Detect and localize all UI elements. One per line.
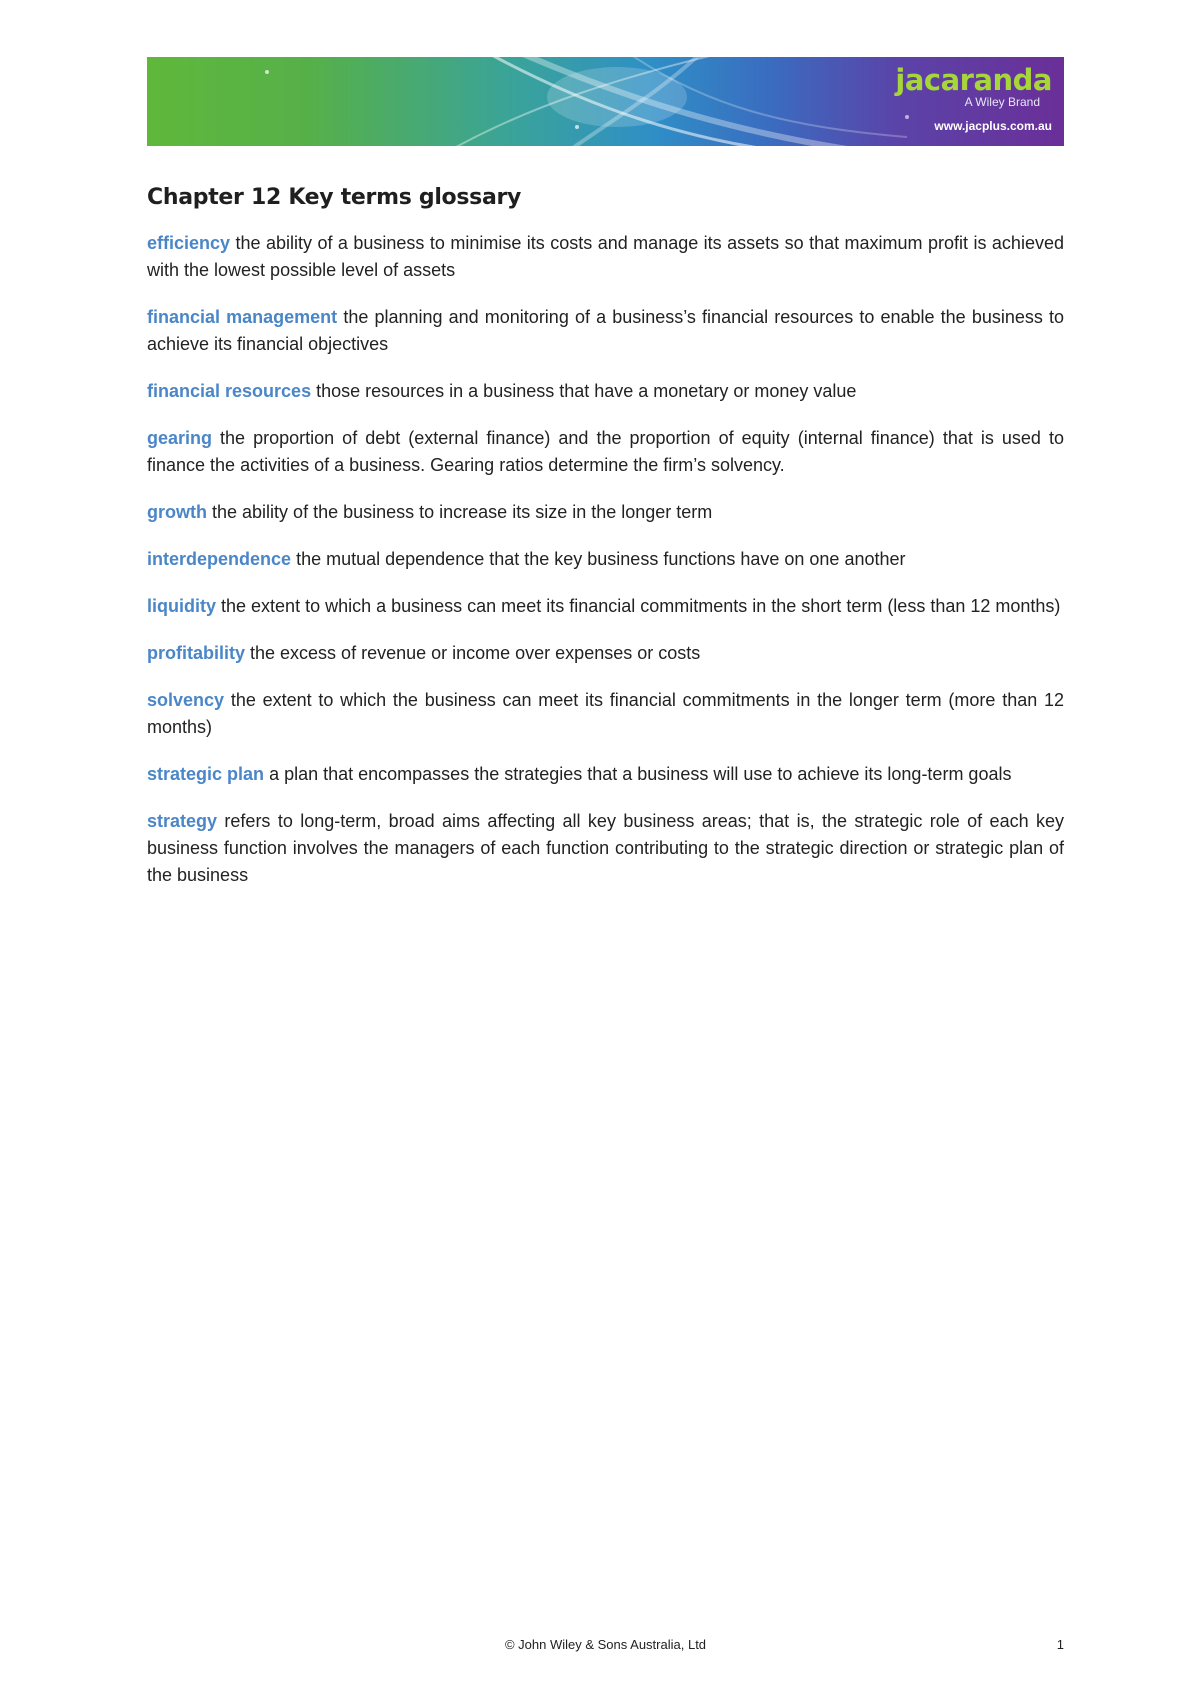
page-number: 1: [1056, 1637, 1064, 1652]
glossary-definition: the planning and monitoring of a business’s financial resources to enable the business to achieve its financial objectives: [147, 307, 1064, 354]
glossary-entry: [147, 808, 1064, 889]
glossary-definition: those resources in a business that have a monetary or money value: [316, 381, 857, 401]
glossary-definition: the ability of a business to minimise its costs and manage its assets so that maximum profit is achieved with the lowest possible level of assets: [147, 233, 1064, 280]
glossary-entry: [147, 304, 1064, 358]
glossary-entry: [147, 378, 1064, 405]
brand-logo: jacaranda: [895, 63, 1052, 97]
glossary-definition: the extent to which a business can meet its financial commitments in the short term (less than 12 months): [221, 596, 1061, 616]
glossary-entry: [147, 425, 1064, 479]
glossary-entry: [147, 761, 1064, 788]
glossary-content: [147, 185, 1064, 909]
glossary-term: profitability: [147, 643, 245, 663]
glossary-definition: the excess of revenue or income over expenses or costs: [250, 643, 701, 663]
glossary-definition: the ability of the business to increase its size in the longer term: [212, 502, 713, 522]
page-title: Chapter 12 Key terms glossary: [147, 185, 522, 210]
glossary-entry: [147, 593, 1064, 620]
glossary-term: efficiency: [147, 233, 231, 253]
glossary-term: strategy: [147, 811, 218, 831]
glossary-term: financial resources: [147, 381, 312, 401]
glossary-term: gearing: [147, 428, 213, 448]
glossary-term: interdependence: [147, 549, 292, 569]
brand-url: www.jacplus.com.au: [934, 119, 1052, 133]
glossary-term: strategic plan: [147, 764, 265, 784]
glossary-entry: [147, 640, 1064, 667]
glossary-term: solvency: [147, 690, 225, 710]
glossary-entry: [147, 230, 1064, 284]
glossary-term: growth: [147, 502, 207, 522]
glossary-definition: the proportion of debt (external finance) and the proportion of equity (internal finance) that is used to finance the activities of a business. Gearing ratios determine the firm’s solvency.: [147, 428, 1064, 475]
glossary-entry: [147, 687, 1064, 741]
glossary-definition: refers to long-term, broad aims affecting all key business areas; that is, the strategic role of each key business function involves the managers of each function contributing to the strategic direction or strategic plan of the business: [147, 811, 1064, 885]
glossary-term: liquidity: [147, 596, 216, 616]
glossary-term: financial management: [147, 307, 338, 327]
glossary-definition: the mutual dependence that the key business functions have on one another: [296, 549, 906, 569]
header-banner: [147, 57, 1064, 146]
glossary-entry: [147, 499, 1064, 526]
brand-block: [895, 63, 1052, 133]
copyright-notice: © John Wiley & Sons Australia, Ltd: [504, 1637, 707, 1652]
glossary-entry: [147, 546, 1064, 573]
brand-tagline: A Wiley Brand: [964, 95, 1040, 109]
glossary-definition: the extent to which the business can meet its financial commitments in the longer term (more than 12 months): [147, 690, 1064, 737]
glossary-definition: a plan that encompasses the strategies that a business will use to achieve its long-term goals: [269, 764, 1012, 784]
